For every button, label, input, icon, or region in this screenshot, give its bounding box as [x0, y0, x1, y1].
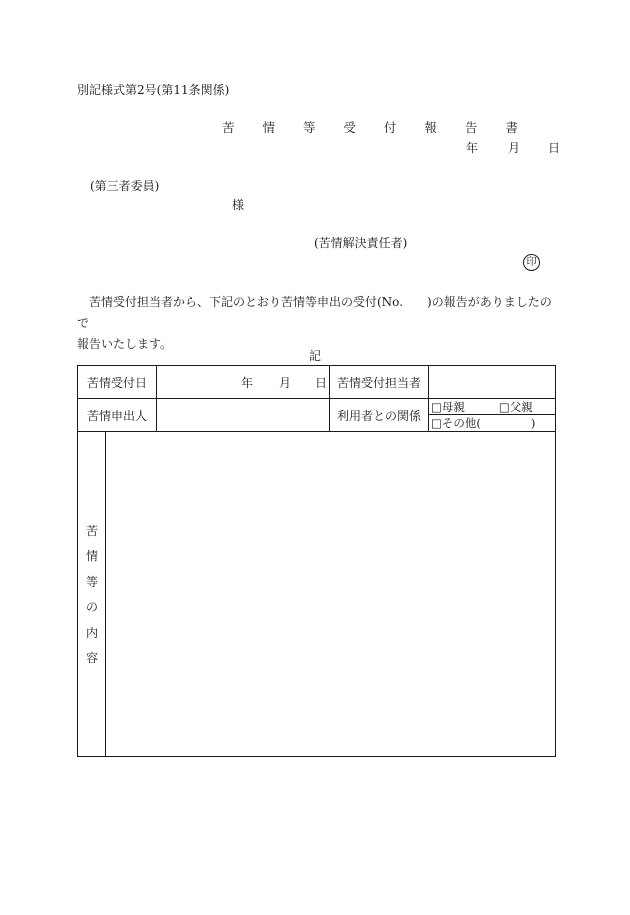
- sender-label: (苦情解決責任者): [314, 236, 408, 250]
- addressee-honorific: 様: [232, 198, 245, 212]
- relation-label: 利用者との関係: [336, 408, 421, 423]
- relation-option-father[interactable]: □父親: [498, 399, 533, 414]
- content-label-char: 内: [85, 625, 98, 640]
- form-number: 別記様式第2号(第11条関係): [77, 83, 230, 97]
- report-body: [77, 292, 557, 355]
- staff-field[interactable]: [429, 366, 555, 398]
- date-month: 月: [508, 141, 521, 155]
- relation-other-row: [431, 415, 555, 431]
- date-day: 日: [548, 141, 561, 155]
- relation-option-mother[interactable]: □母親: [431, 399, 465, 414]
- complaint-table: [77, 365, 556, 757]
- content-label-char: 情: [85, 549, 98, 563]
- content-label-char: 等: [85, 574, 98, 589]
- received-day: 日: [315, 375, 328, 390]
- seal-mark: 印: [523, 254, 540, 271]
- content-field[interactable]: [106, 432, 555, 757]
- relation-parents-row: [431, 399, 555, 414]
- content-label-char: 容: [85, 651, 98, 665]
- body-line-1: 苦情受付担当者から、下記のとおり苦情等申出の受付(No. )の報告がありましたので: [77, 295, 552, 330]
- complainant-field[interactable]: [157, 399, 329, 431]
- received-year: 年: [241, 375, 254, 390]
- body-line-2: 報告いたします。: [77, 337, 173, 351]
- received-date-field[interactable]: [157, 366, 329, 398]
- relation-option-other[interactable]: □その他(: [431, 416, 481, 430]
- report-date: [466, 142, 560, 154]
- content-label: [78, 432, 106, 758]
- received-month: 月: [279, 375, 292, 390]
- date-year: 年: [466, 141, 479, 155]
- staff-label: 苦情受付担当者: [336, 375, 421, 390]
- document-title: 苦 情 等 受 付 報 告 書: [222, 120, 530, 135]
- record-label: 記: [309, 349, 322, 363]
- complainant-label: 苦情申出人: [86, 408, 147, 423]
- content-label-char: の: [85, 600, 98, 614]
- received-date-label: 苦情受付日: [86, 375, 147, 390]
- addressee-label: (第三者委員): [90, 179, 160, 193]
- relation-other-close: ): [530, 416, 536, 430]
- content-label-char: 苦: [85, 523, 98, 538]
